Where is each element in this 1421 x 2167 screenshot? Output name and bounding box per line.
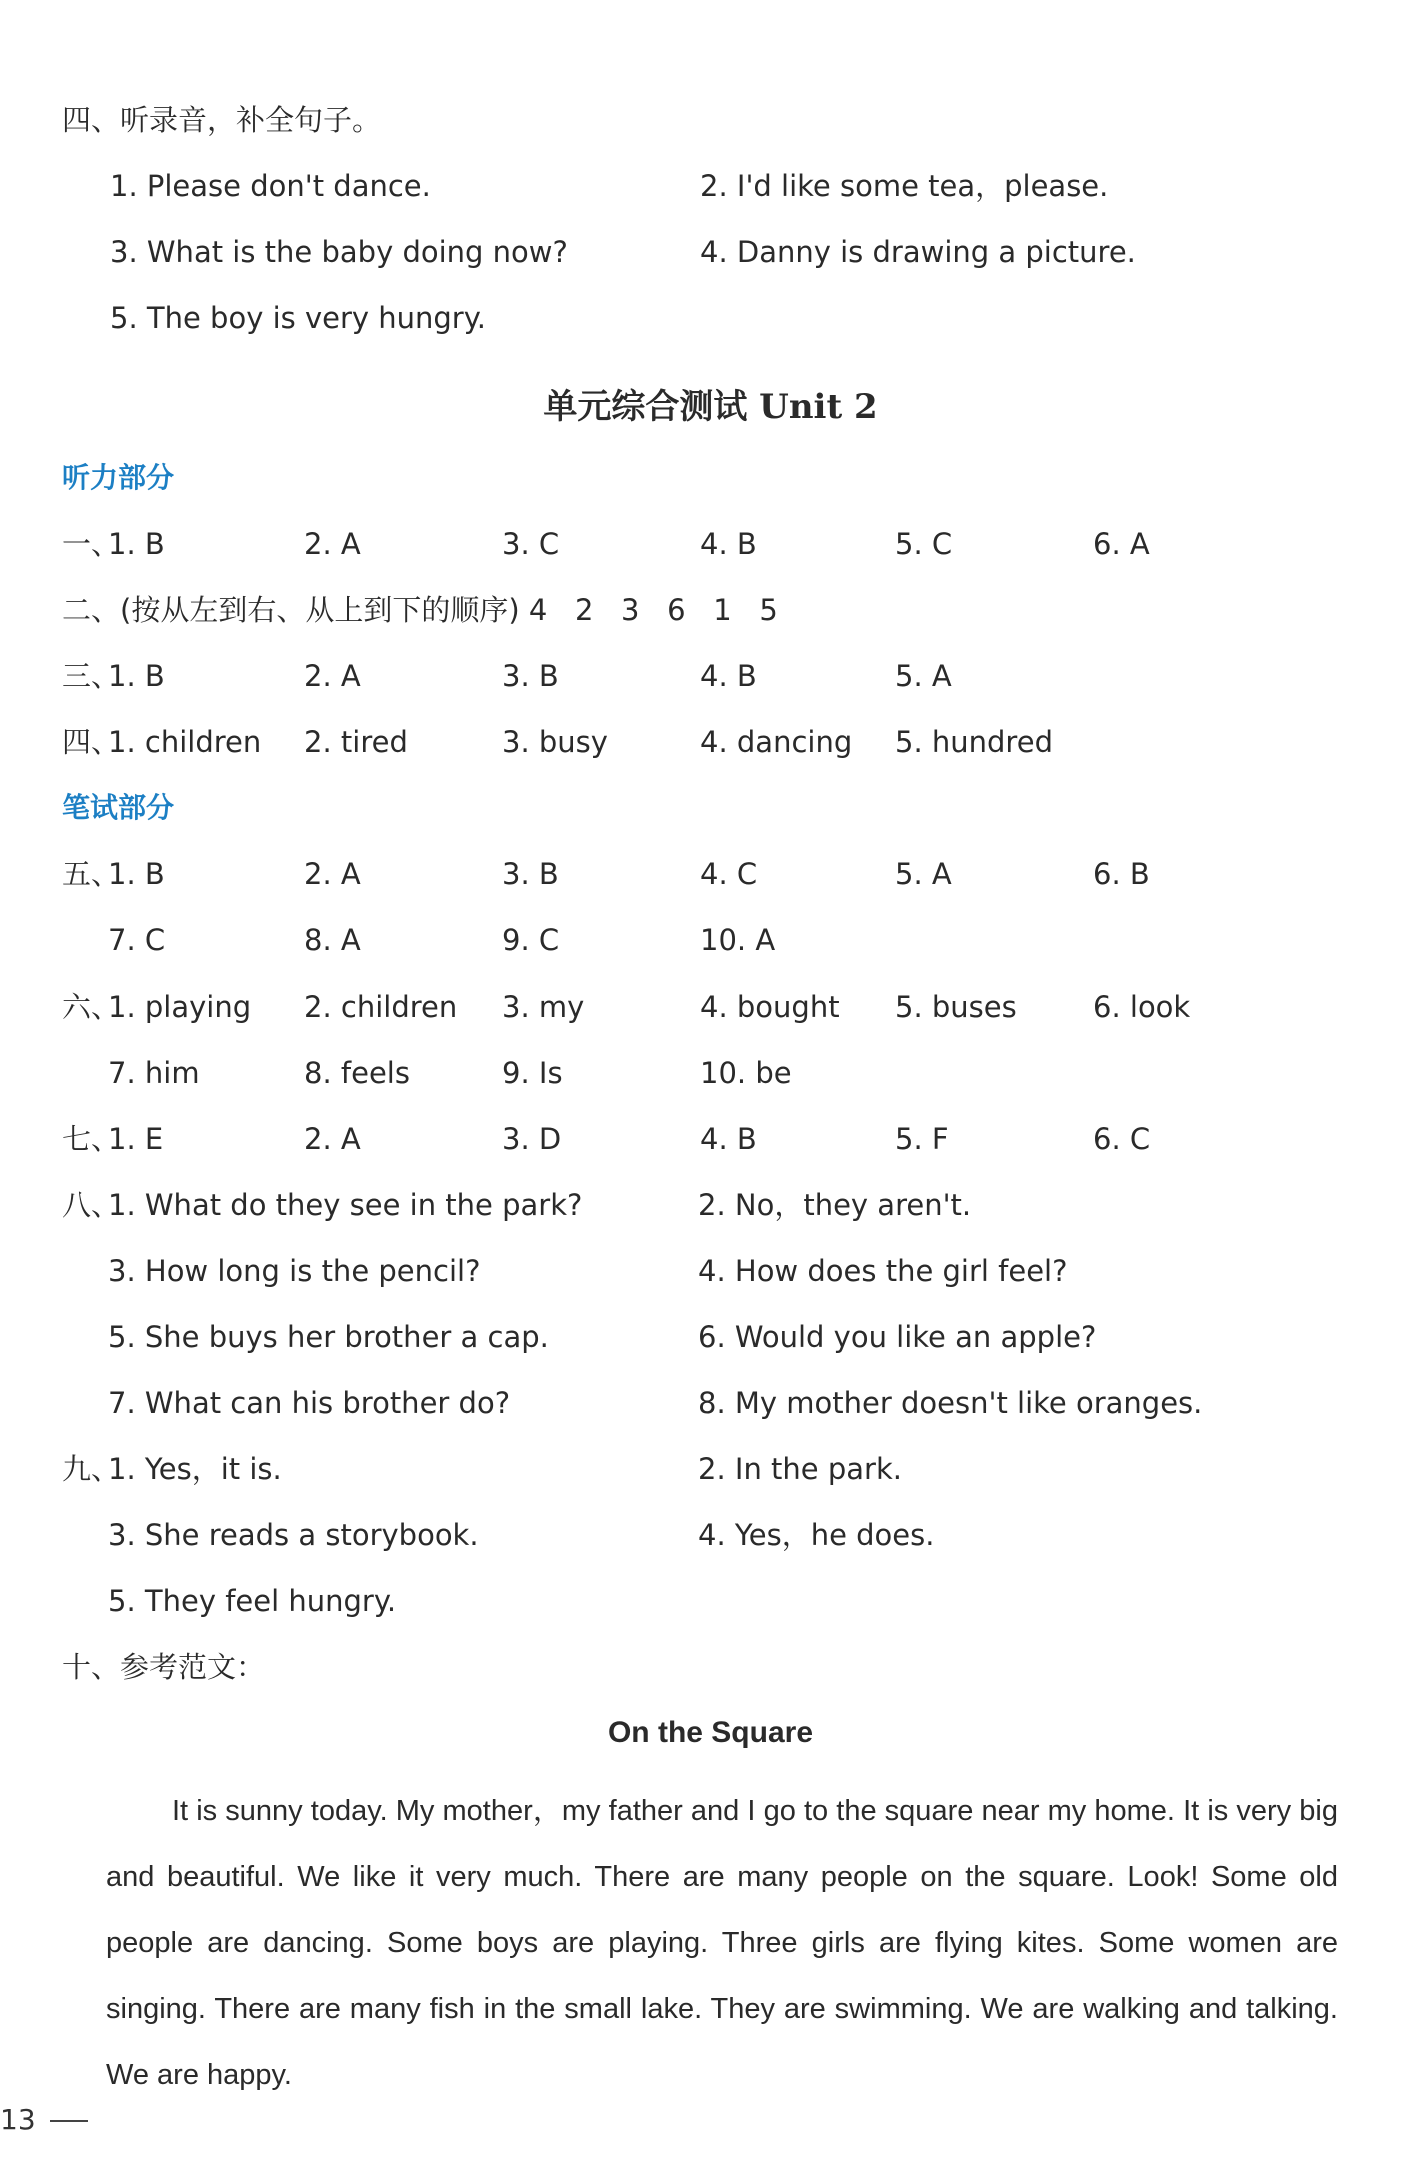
answer-item: 4. Yes，he does. [698,1518,935,1552]
answer-item: 2. No，they aren't. [698,1188,972,1222]
answer-item: 10. be [700,1056,792,1090]
answer-item: 3. my [502,990,585,1024]
question-prefix: 五、 [62,857,121,891]
answer-item: 2. children [304,990,458,1024]
answer-item: 10. A [700,923,776,957]
question-prefix: 九、 [62,1452,121,1486]
answer-item: 2. tired [304,725,408,759]
answer-item: 9. Is [502,1056,563,1090]
answer-row-q5 [0,854,1421,894]
answer-item: 4. Danny is drawing a picture. [700,235,1136,269]
answer-item: 4. C [700,857,758,891]
answer-item: 4. bought [700,990,840,1024]
answer-row-q8b [0,1251,1421,1291]
answer-item: 3. C [502,527,560,561]
answer-item: 6. C [1093,1122,1151,1156]
answer-item: 5. She buys her brother a cap. [108,1320,549,1354]
top-heading: 四、听录音，补全句子。 [62,103,382,137]
answer-row-q8c [0,1317,1421,1357]
answer-item: 4. B [700,527,757,561]
answer-item: 3. What is the baby doing now? [110,235,568,269]
answer-row-q7 [0,1119,1421,1159]
answer-row-q9b [0,1515,1421,1555]
answer-item: 7. him [108,1056,200,1090]
answer-item: 5. They feel hungry. [108,1584,397,1618]
answer-item: 1. What do they see in the park? [108,1188,583,1222]
question-prefix: 七、 [62,1122,121,1156]
answer-item: 3. B [502,659,559,693]
answer-row-q6 [0,987,1421,1027]
answer-item: 7. What can his brother do? [108,1386,511,1420]
answer-item: 1. Yes，it is. [108,1452,282,1486]
answer-item: 1. E [108,1122,164,1156]
order-answer: 二、(按从左到右、从上到下的顺序) 4 2 3 6 1 5 [62,593,778,627]
answer-item: 2. In the park. [698,1452,902,1486]
answer-item: 2. A [304,527,361,561]
answer-item: 3. busy [502,725,608,759]
answer-item: 3. D [502,1122,562,1156]
answer-item: 8. feels [304,1056,410,1090]
answer-row [0,166,1421,206]
answer-item: 3. How long is the pencil? [108,1254,481,1288]
answer-item: 1. children [108,725,262,759]
answer-item: 8. My mother doesn't like oranges. [698,1386,1203,1420]
answer-row-q6b [0,1053,1421,1093]
answer-item: 4. dancing [700,725,853,759]
answer-item: 2. I'd like some tea，please. [700,169,1109,203]
footer-dash [50,2120,88,2122]
answer-item: 7. C [108,923,166,957]
answer-item: 6. A [1093,527,1150,561]
essay-title: On the Square [607,1716,814,1749]
answer-item: 2. A [304,1122,361,1156]
answer-item: 9. C [502,923,560,957]
answer-item: 5. C [895,527,953,561]
answer-item: 2. A [304,659,361,693]
answer-item: 3. B [502,857,559,891]
question-prefix: 八、 [62,1188,121,1222]
answer-item: 5. The boy is very hungry. [110,301,486,335]
answer-item: 3. She reads a storybook. [108,1518,479,1552]
answer-row [0,232,1421,272]
answer-row-q4 [0,722,1421,762]
unit-title: 单元综合测试 Unit 2 [543,387,878,427]
answer-row-q9c [0,1581,1421,1621]
answer-item: 4. How does the girl feel? [698,1254,1068,1288]
answer-item: 8. A [304,923,361,957]
question-prefix: 四、 [62,725,121,759]
answer-row [0,298,1421,338]
answer-item: 4. B [700,1122,757,1156]
answer-row-q2 [0,590,1421,630]
answer-row-q3 [0,656,1421,696]
question-prefix: 一、 [62,527,121,561]
section-label-listening: 听力部分 [62,461,175,494]
essay-heading: 十、参考范文： [62,1650,266,1684]
answer-item: 6. B [1093,857,1150,891]
answer-item: 6. Would you like an apple? [698,1320,1097,1354]
answer-item: 1. Please don't dance. [110,169,431,203]
answer-item: 5. F [895,1122,949,1156]
essay-body: It is sunny today. My mother，my father and I go to the square near my home. It is very big and beautiful. We like it very much. There are many people on the square. Look! Some old people are dancing. Some boys are playing. Three girls are flying kites. Some women are singing. There are many fish in the small lake. They are swimming. We are walking and talking. We are happy. [106,1795,1338,2091]
answer-item: 1. B [108,659,165,693]
answer-item: 1. playing [108,990,252,1024]
section-label-writing: 笔试部分 [62,791,175,824]
page-footer [0,2100,88,2140]
answer-item: 5. buses [895,990,1017,1024]
answer-item: 5. hundred [895,725,1053,759]
answer-item: 4. B [700,659,757,693]
answer-item: 1. B [108,527,165,561]
answer-item: 5. A [895,857,952,891]
page-number: 13 [0,2103,36,2136]
answer-item: 2. A [304,857,361,891]
answer-row-q5b [0,920,1421,960]
answer-row-q1 [0,524,1421,564]
answer-item: 5. A [895,659,952,693]
question-prefix: 六、 [62,990,121,1024]
answer-item: 6. look [1093,990,1191,1024]
answer-item: 1. B [108,857,165,891]
answer-row-q8d [0,1383,1421,1423]
answer-row-q9 [0,1449,1421,1489]
question-prefix: 三、 [62,659,121,693]
answer-row-q8 [0,1185,1421,1225]
